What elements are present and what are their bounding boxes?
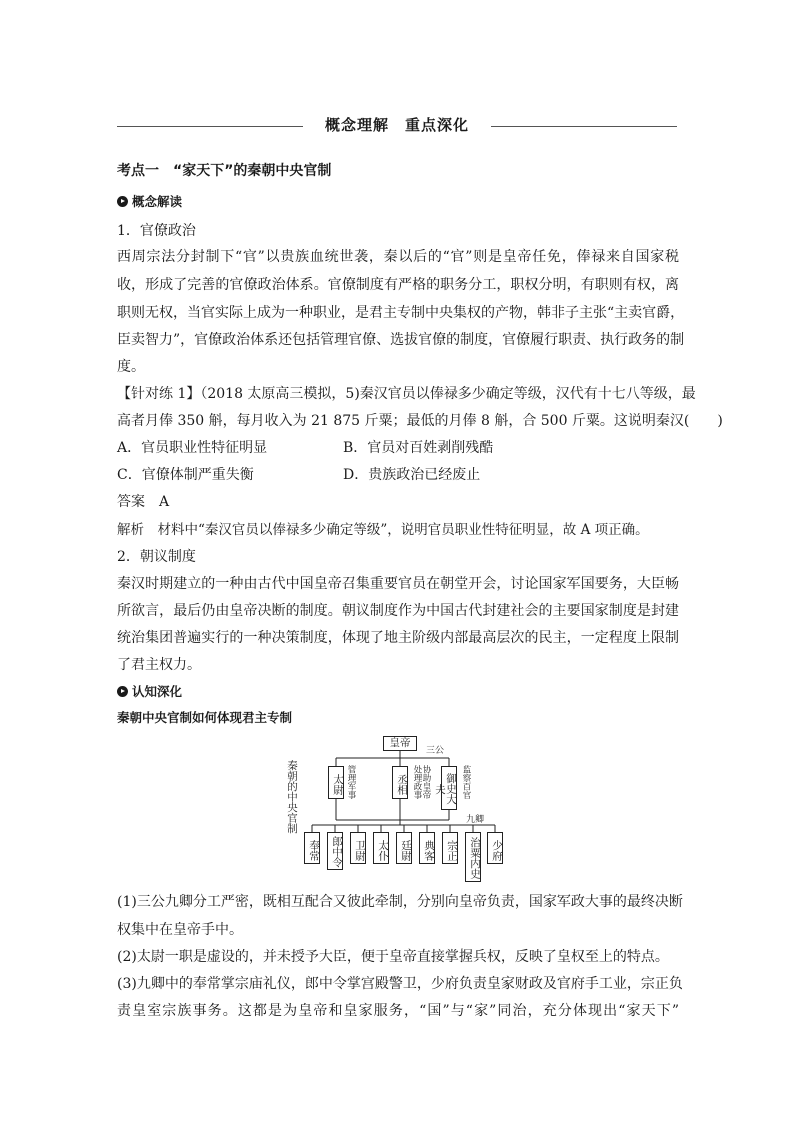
point-line: (2)太尉一职是虚设的，并未授予大臣，便于皇帝直接掌握兵权，反映了皇权至上的特点。: [117, 949, 669, 965]
nine-minister-box: 郎中令: [327, 832, 343, 870]
analysis-line: 解析 材料中“秦汉官员以俸禄多少确定等级”，说明官员职业性特征明显，故 A 项正确。: [117, 522, 649, 538]
chengxiang-duty: 协助皇帝处理政事: [412, 765, 431, 799]
point-line: 责皇室宗族事务。这都是为皇帝和皇家服务，“国”与“家”同治，充分体现出“家天下”: [117, 1003, 679, 1019]
p1-line: 职则无权，当官实际上成为一种职业，是君主专制中央集权的产物，韩非子主张“主卖官爵，: [117, 305, 685, 321]
taiwei-box: 太尉: [328, 766, 344, 799]
yushi-duty: 监察百官: [461, 765, 471, 799]
diagram-side-label: 秦朝的中央官制: [286, 760, 298, 834]
nine-minister-box: 治粟内史: [465, 832, 481, 882]
p2-line: 所欲言，最后仍由皇帝决断的制度。朝议制度作为中国古代封建社会的主要国家制度是封建: [117, 603, 679, 619]
diagram-connectors: [280, 732, 530, 890]
p1-title: 1．官僚政治: [117, 223, 196, 239]
point-line: (3)九卿中的奉常掌宗庙礼仪，郎中令掌宫殿警卫，少府负责皇家财政及官府手工业，宗正负: [117, 976, 683, 992]
option-d: D．贵族政治已经废止: [343, 467, 481, 483]
central-government-diagram: [280, 732, 530, 890]
nine-minister-box: 奉常: [304, 832, 320, 864]
p2-title: 2．朝议制度: [117, 549, 196, 565]
exercise-line: 【针对练 1】（2018 太原高三模拟，5)秦汉官员以俸禄多少确定等级，汉代有十七八等级，最: [117, 386, 696, 402]
p2-line: 秦汉时期建立的一种由古代中国皇帝召集重要官员在朝堂开会，讨论国家军国要务，大臣畅: [117, 576, 679, 592]
deepen-subheading: [117, 683, 679, 701]
nine-minister-box: 宗正: [442, 832, 458, 864]
play-icon: [117, 686, 128, 697]
nine-minister-box: 太仆: [373, 832, 389, 864]
point-line: (1)三公九卿分工严密，既相互配合又彼此牵制，分别向皇帝负责，国家军政大事的最终决断: [117, 894, 683, 910]
p1-line: 臣卖智力”，官僚政治体系还包括管理官僚、选拔官僚的制度，官僚履行职责、执行政务的制: [117, 332, 685, 348]
p2-line: 统治集团普遍实行的一种决策制度，体现了地主阶级内部最高层次的民主，一定程度上限制: [117, 630, 679, 646]
taiwei-duty: 管理军事: [346, 765, 356, 799]
nine-minister-box: 典客: [419, 832, 435, 864]
topic-heading: 考点一 “家天下”的秦朝中央官制: [117, 163, 332, 179]
deepen-subheading-label: 认知深化: [132, 684, 183, 699]
diagram-title: 秦朝中央官制如何体现君主专制: [117, 710, 293, 725]
option-c: C．官僚体制严重失衡: [117, 467, 254, 483]
option-b: B．官员对百姓剥削残酷: [343, 440, 494, 456]
yushi-box: 御史大夫: [441, 766, 457, 810]
section-title: 概念理解 重点深化: [324, 116, 469, 134]
nine-minister-box: 廷尉: [396, 832, 412, 864]
header-rule-right: [491, 126, 677, 127]
point-line: 权集中在皇帝手中。: [117, 922, 243, 938]
p1-line: 西周宗法分封制下“官”以贵族血统世袭，秦以后的“官”则是皇帝任免，俸禄来自国家税: [117, 249, 679, 265]
exercise-line: 高者月俸 350 斛，每月收入为 21 875 斤粟；最低的月俸 8 斛，合 500 斤粟。这说明秦汉( ): [117, 413, 723, 429]
chengxiang-box: 丞相: [392, 766, 408, 799]
answer-line: 答案 A: [117, 494, 170, 510]
sangong-label: 三公: [426, 746, 445, 756]
concept-subheading: [117, 193, 679, 211]
p1-line: 度。: [117, 359, 145, 375]
nine-minister-box: 少府: [487, 832, 503, 864]
concept-subheading-label: 概念解读: [132, 194, 183, 209]
jiuqing-label: 九卿: [466, 815, 485, 825]
section-header: [117, 114, 677, 138]
play-icon: [117, 196, 128, 207]
p2-line: 了君主权力。: [117, 657, 201, 673]
p1-line: 收，形成了完善的官僚政治体系。官僚制度有严格的职务分工，职权分明，有职则有权，离: [117, 277, 679, 293]
emperor-box: 皇帝: [383, 736, 417, 751]
nine-minister-box: 卫尉: [350, 832, 366, 864]
option-a: A．官员职业性特征明显: [117, 440, 268, 456]
